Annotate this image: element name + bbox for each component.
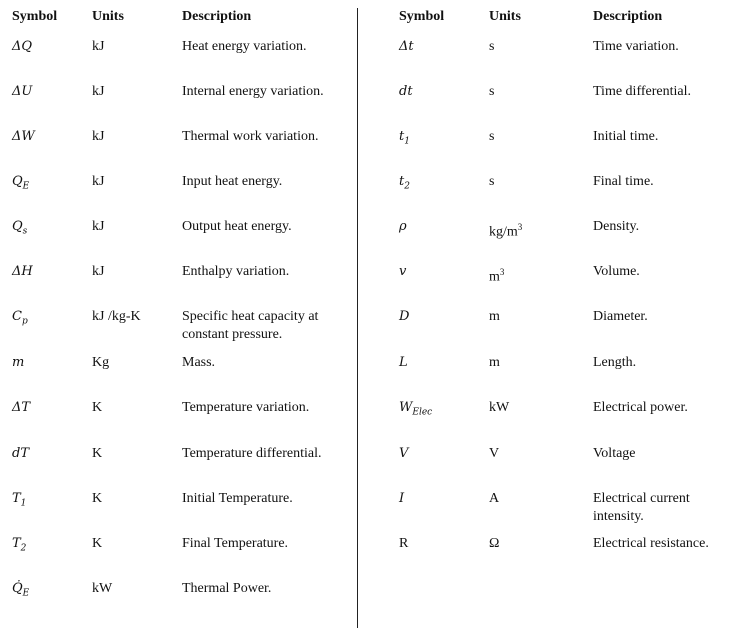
description-cell: Electrical resistance. xyxy=(593,536,709,551)
units-cell xyxy=(489,83,494,101)
description-cell: Output heat energy. xyxy=(182,219,292,234)
units-superscript: 3 xyxy=(499,267,505,277)
symbol-base: ΔU xyxy=(12,84,33,99)
units-text: s xyxy=(489,84,495,99)
symbol-subscript: E xyxy=(22,588,30,599)
symbol-subscript: s xyxy=(22,226,28,237)
symbol-base: W xyxy=(399,400,413,415)
units-text: A xyxy=(489,491,500,506)
description-cell: Enthalpy variation. xyxy=(182,264,290,279)
symbol-cell xyxy=(12,580,29,603)
symbol-subscript: 2 xyxy=(404,181,410,192)
symbol-base: V xyxy=(399,446,409,461)
symbol-cell xyxy=(12,128,35,146)
symbol-base: ΔQ xyxy=(12,39,33,54)
description-cell: Thermal Power. xyxy=(182,581,272,596)
symbol-base: dT xyxy=(12,446,29,461)
symbol-cell xyxy=(12,173,29,196)
units-text: kJ xyxy=(92,264,105,279)
units-cell xyxy=(92,399,102,417)
description-cell: Initial Temperature. xyxy=(182,491,293,506)
symbol-subscript: 2 xyxy=(20,543,27,554)
description-cell: Initial time. xyxy=(593,129,659,144)
symbol-cell xyxy=(12,308,28,331)
description-cell: Thermal work variation. xyxy=(182,129,319,144)
description-cell: Internal energy variation. xyxy=(182,84,324,99)
description-cell: Input heat energy. xyxy=(182,174,283,189)
symbol-base: Q xyxy=(12,174,23,189)
units-cell xyxy=(92,490,102,508)
units-text: kJ /kg-K xyxy=(92,309,141,324)
units-text: s xyxy=(489,39,495,54)
description-cell: Temperature variation. xyxy=(182,400,310,415)
symbol-subscript: p xyxy=(21,316,28,327)
symbol-base: m xyxy=(12,355,25,370)
units-cell xyxy=(92,38,104,56)
symbol-base: T xyxy=(12,536,21,551)
symbol-cell xyxy=(12,354,24,372)
description-cell: Voltage xyxy=(593,446,636,461)
symbol-cell xyxy=(12,38,32,56)
description-cell: Volume. xyxy=(593,264,640,279)
units-cell xyxy=(489,173,494,191)
units-text: s xyxy=(489,174,495,189)
symbol-cell xyxy=(12,218,27,241)
header-units: Units xyxy=(92,9,124,24)
units-cell xyxy=(92,173,104,191)
units-text: V xyxy=(489,446,500,461)
symbol-cell xyxy=(399,399,432,422)
units-cell xyxy=(92,263,104,281)
symbol-cell xyxy=(399,445,408,463)
symbol-base: Δt xyxy=(399,39,414,54)
units-text: K xyxy=(92,536,103,551)
symbol-base: R xyxy=(399,536,409,551)
symbol-base: C xyxy=(12,309,22,324)
description-cell: Length. xyxy=(593,355,637,370)
symbol-cell xyxy=(399,38,414,56)
symbol-cell xyxy=(399,173,410,196)
symbol-cell xyxy=(399,218,407,236)
symbol-cell xyxy=(12,490,26,513)
header-symbol: Symbol xyxy=(12,9,58,24)
description-cell: Final Temperature. xyxy=(182,536,289,551)
units-text: kJ xyxy=(92,84,105,99)
units-cell xyxy=(92,83,104,101)
units-text: kW xyxy=(489,400,510,415)
symbol-base: ΔT xyxy=(12,400,31,415)
units-cell xyxy=(489,263,504,287)
units-cell xyxy=(489,445,499,463)
units-text: m xyxy=(489,309,500,324)
symbol-base: ρ xyxy=(399,219,407,234)
units-cell xyxy=(489,218,522,242)
description-cell: Diameter. xyxy=(593,309,648,324)
symbol-base: L xyxy=(399,355,408,370)
units-text: s xyxy=(489,129,495,144)
symbol-base: I xyxy=(399,491,405,506)
symbol-cell xyxy=(399,535,408,553)
description-cell: Temperature differential. xyxy=(182,446,322,461)
units-text: kJ xyxy=(92,174,105,189)
units-text: kg/m xyxy=(489,224,518,240)
column-divider xyxy=(357,8,358,628)
description-cell: Electrical current intensity. xyxy=(593,491,690,524)
symbol-base: t xyxy=(399,129,405,144)
units-cell xyxy=(92,354,109,372)
description-cell: Time differential. xyxy=(593,84,691,99)
units-text: K xyxy=(92,446,103,461)
symbol-subscript: 1 xyxy=(20,498,27,509)
symbol-cell xyxy=(12,535,26,558)
symbol-cell xyxy=(12,263,33,281)
symbol-cell xyxy=(399,128,410,151)
description-cell: Time variation. xyxy=(593,39,679,54)
symbol-subscript: E xyxy=(22,181,30,192)
symbol-base: Q̇ xyxy=(12,581,23,596)
units-text: K xyxy=(92,491,103,506)
symbol-base: D xyxy=(399,309,410,324)
units-text: kJ xyxy=(92,39,105,54)
symbol-base: Q xyxy=(12,219,23,234)
units-cell xyxy=(489,308,500,326)
symbol-subscript: 1 xyxy=(404,136,410,147)
symbol-base: T xyxy=(12,491,21,506)
symbol-cell xyxy=(399,263,406,281)
units-cell xyxy=(489,399,509,417)
units-cell xyxy=(92,445,102,463)
units-cell xyxy=(92,308,141,326)
description-cell: Heat energy variation. xyxy=(182,39,307,54)
symbol-subscript: Elec xyxy=(412,407,433,418)
description-cell: Mass. xyxy=(182,355,216,370)
description-cell: Electrical power. xyxy=(593,400,688,415)
symbol-base: t xyxy=(399,174,405,189)
units-text: m xyxy=(489,269,500,285)
units-text: kW xyxy=(92,581,113,596)
units-text: kJ xyxy=(92,219,105,234)
units-cell xyxy=(489,128,494,146)
units-cell xyxy=(92,128,104,146)
symbol-cell xyxy=(12,399,30,417)
units-text: Ω xyxy=(489,536,500,551)
units-cell xyxy=(489,38,494,56)
units-cell xyxy=(489,490,499,508)
units-cell xyxy=(92,535,102,553)
units-cell xyxy=(92,218,104,236)
header-description: Description xyxy=(593,9,663,24)
symbol-cell xyxy=(399,354,408,372)
symbol-base: ΔH xyxy=(12,264,33,279)
description-cell: Final time. xyxy=(593,174,654,189)
symbol-base: ΔW xyxy=(12,129,35,144)
symbol-cell xyxy=(399,490,404,508)
symbol-cell xyxy=(399,308,409,326)
symbol-cell xyxy=(399,83,413,101)
units-text: K xyxy=(92,400,103,415)
units-text: m xyxy=(489,355,500,370)
units-cell xyxy=(489,354,500,372)
symbol-base: v xyxy=(399,264,407,279)
header-description: Description xyxy=(182,9,252,24)
units-cell xyxy=(92,580,112,598)
description-cell: Density. xyxy=(593,219,640,234)
description-cell: Specific heat capacity at constant pressure. xyxy=(182,309,319,342)
symbol-cell xyxy=(12,83,32,101)
units-cell xyxy=(489,535,499,553)
units-text: kJ xyxy=(92,129,105,144)
symbol-cell xyxy=(12,445,29,463)
units-superscript: 3 xyxy=(517,222,523,232)
header-symbol: Symbol xyxy=(399,9,445,24)
symbol-base: dt xyxy=(399,84,413,99)
header-units: Units xyxy=(489,9,521,24)
units-text: Kg xyxy=(92,355,110,370)
